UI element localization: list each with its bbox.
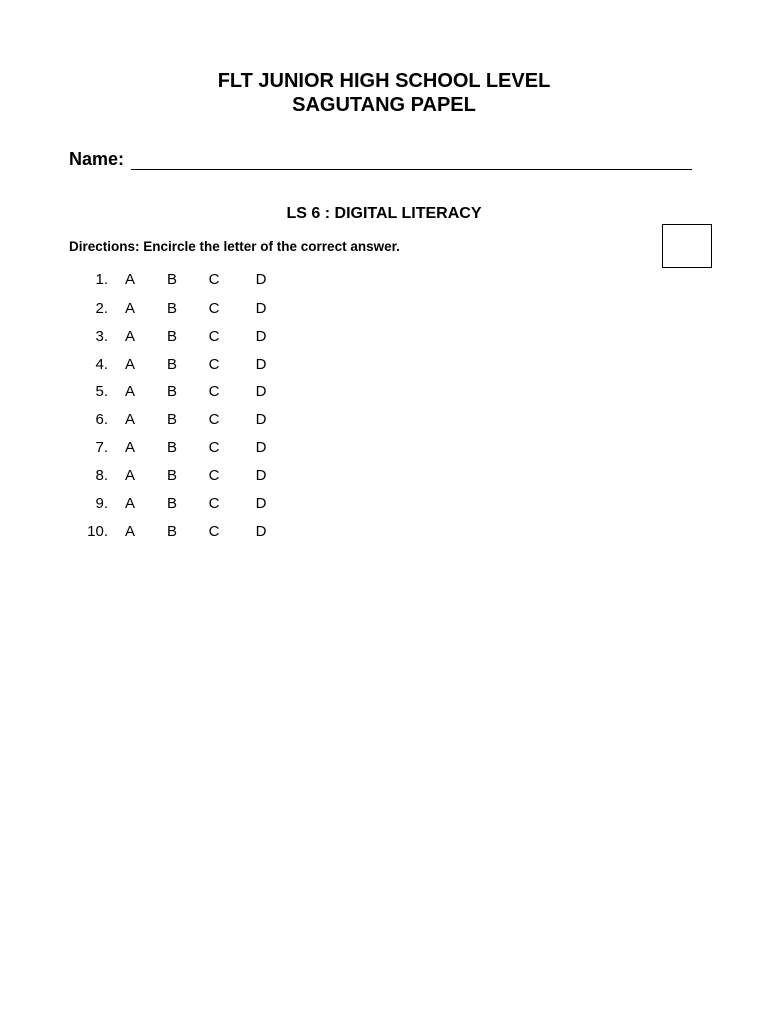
answer-option-d[interactable]: D xyxy=(255,523,267,540)
answer-option-a[interactable]: A xyxy=(124,300,135,317)
answer-row xyxy=(0,297,768,321)
answer-option-c[interactable]: C xyxy=(208,467,220,484)
answer-option-b[interactable]: B xyxy=(166,383,177,400)
answer-option-b[interactable]: B xyxy=(166,467,177,484)
answer-option-d[interactable]: D xyxy=(255,300,267,317)
document-title: FLT JUNIOR HIGH SCHOOL LEVEL xyxy=(217,70,551,92)
question-number: 5. xyxy=(95,383,108,400)
answer-option-a[interactable]: A xyxy=(124,495,135,512)
question-number: 9. xyxy=(95,495,108,512)
answer-option-a[interactable]: A xyxy=(124,356,135,373)
answer-option-c[interactable]: C xyxy=(208,300,220,317)
answer-option-b[interactable]: B xyxy=(166,356,177,373)
answer-option-b[interactable]: B xyxy=(166,523,177,540)
answer-row xyxy=(0,268,768,292)
answer-option-d[interactable]: D xyxy=(255,411,267,428)
question-number: 6. xyxy=(95,411,108,428)
answer-option-d[interactable]: D xyxy=(255,356,267,373)
question-number: 10. xyxy=(87,523,108,540)
question-number: 4. xyxy=(95,356,108,373)
answer-row xyxy=(0,353,768,377)
answer-option-c[interactable]: C xyxy=(208,356,220,373)
answer-option-a[interactable]: A xyxy=(124,523,135,540)
answer-option-b[interactable]: B xyxy=(166,439,177,456)
answer-option-d[interactable]: D xyxy=(255,467,267,484)
question-number: 8. xyxy=(95,467,108,484)
answer-option-b[interactable]: B xyxy=(166,271,177,288)
answer-row xyxy=(0,380,768,404)
answer-option-a[interactable]: A xyxy=(124,328,135,345)
answer-option-a[interactable]: A xyxy=(124,411,135,428)
name-row xyxy=(69,148,692,170)
answer-option-c[interactable]: C xyxy=(208,271,220,288)
question-number: 7. xyxy=(95,439,108,456)
subject-heading: LS 6 : DIGITAL LITERACY xyxy=(286,205,482,222)
answer-option-d[interactable]: D xyxy=(255,328,267,345)
answer-row xyxy=(0,520,768,544)
answer-option-a[interactable]: A xyxy=(124,439,135,456)
answer-row xyxy=(0,492,768,516)
answer-option-b[interactable]: B xyxy=(166,328,177,345)
question-number: 1. xyxy=(95,271,108,288)
answer-option-d[interactable]: D xyxy=(255,271,267,288)
answer-option-b[interactable]: B xyxy=(166,411,177,428)
answer-option-c[interactable]: C xyxy=(208,495,220,512)
answer-option-b[interactable]: B xyxy=(166,495,177,512)
answer-option-a[interactable]: A xyxy=(124,383,135,400)
answer-option-c[interactable]: C xyxy=(208,439,220,456)
answer-option-c[interactable]: C xyxy=(208,411,220,428)
answer-option-d[interactable]: D xyxy=(255,439,267,456)
answer-option-b[interactable]: B xyxy=(166,300,177,317)
answer-option-c[interactable]: C xyxy=(208,383,220,400)
answer-option-a[interactable]: A xyxy=(124,467,135,484)
answer-option-d[interactable]: D xyxy=(255,383,267,400)
score-box[interactable] xyxy=(662,224,712,268)
document-subtitle: SAGUTANG PAPEL xyxy=(292,94,476,116)
question-number: 2. xyxy=(95,300,108,317)
name-label: Name: xyxy=(69,149,125,169)
directions-text: Directions: Encircle the letter of the correct answer. xyxy=(69,239,400,254)
answer-row xyxy=(0,408,768,432)
name-blank-line[interactable] xyxy=(131,151,692,170)
answer-row xyxy=(0,436,768,460)
answer-option-a[interactable]: A xyxy=(124,271,135,288)
answer-option-d[interactable]: D xyxy=(255,495,267,512)
answer-row xyxy=(0,464,768,488)
answer-option-c[interactable]: C xyxy=(208,523,220,540)
question-number: 3. xyxy=(95,328,108,345)
answer-option-c[interactable]: C xyxy=(208,328,220,345)
answer-row xyxy=(0,325,768,349)
